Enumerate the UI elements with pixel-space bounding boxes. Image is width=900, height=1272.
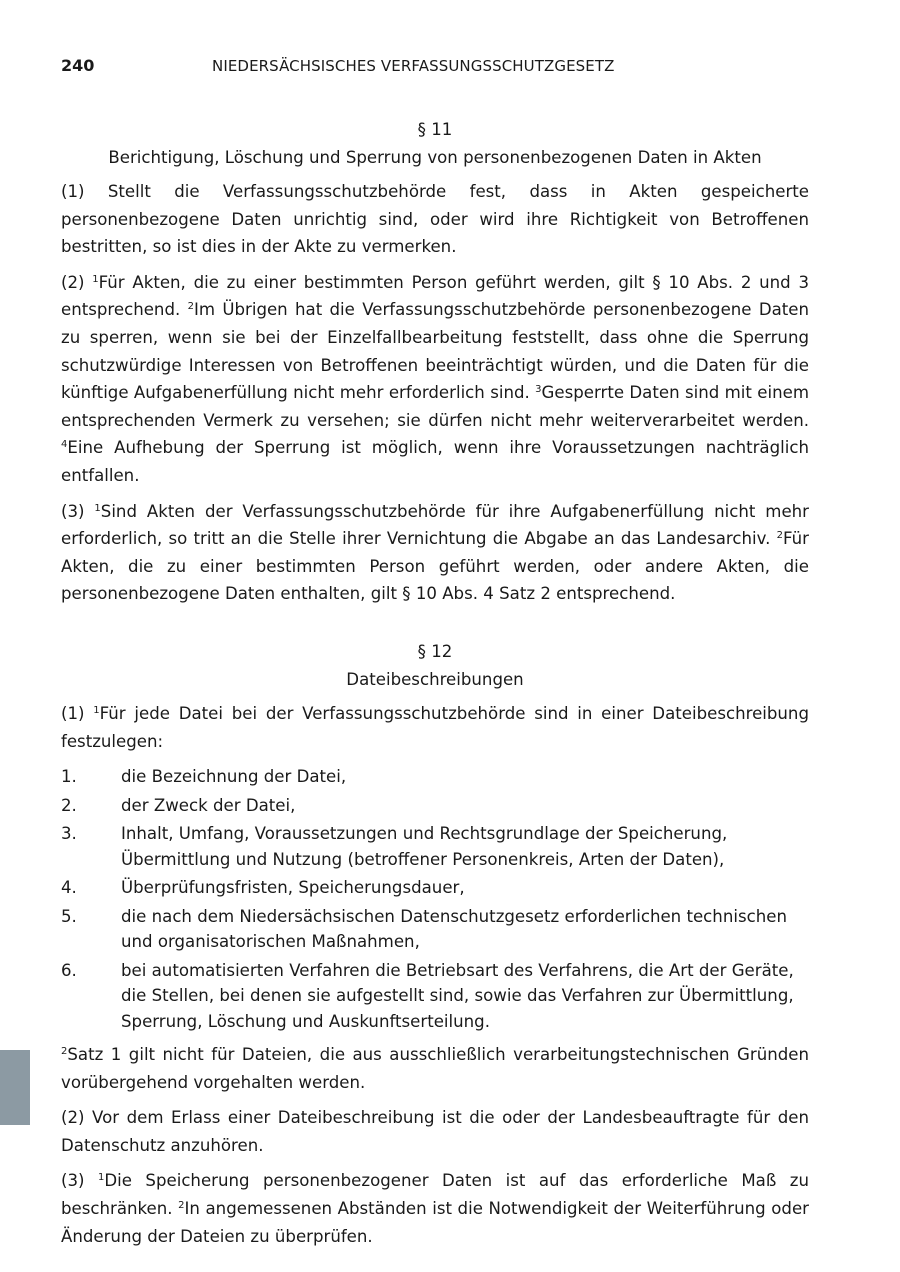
s12-paragraph-3 <box>61 1167 809 1250</box>
sentence: Die Speicherung personenbezogener Daten ist auf das erforderliche Maß zu beschränken. <box>61 1171 809 1219</box>
list-item <box>61 764 809 790</box>
s11-paragraph-1: (1) Stellt die Verfassungsschutzbehörde fest, dass in Akten gespeicherte personenbezogene Daten unrichtig sind, oder wird ihre Richtigkeit von Betroffenen bestritten, so ist dies in der Akte zu vermerken. <box>61 182 809 257</box>
page-number: 240 <box>61 56 95 75</box>
list-item-number: 4. <box>61 878 77 898</box>
section-spacer <box>61 608 809 638</box>
section-11-heading <box>61 116 809 172</box>
paragraph-prefix: (3) <box>61 501 95 521</box>
list-item <box>61 904 809 955</box>
sentence-marker: 1 <box>93 704 100 716</box>
paragraph-prefix: (1) <box>61 703 94 723</box>
sentence-marker: 2 <box>61 1046 68 1058</box>
sentence-marker: 4 <box>61 439 68 451</box>
list-item-number: 6. <box>61 960 77 980</box>
sentence: Für Akten, die zu einer bestimmten Person geführt werden, oder andere Akten, die personenbezogene Daten enthalten, gilt § 10 Abs. 4 Satz 2 entsprechend. <box>61 529 809 604</box>
s11-paragraph-3 <box>61 498 809 608</box>
list-item-number: 3. <box>61 824 77 844</box>
section-12-title: Dateibeschreibungen <box>346 669 524 689</box>
s12-paragraph-1 <box>61 700 809 755</box>
sentence: Sind Akten der Verfassungsschutzbehörde für ihre Aufgabenerfüllung nicht mehr erforderlich, so tritt an die Stelle ihrer Vernichtung die Abgabe an das Landesarchiv. <box>61 501 809 549</box>
section-11-title: Berichtigung, Löschung und Sperrung von personenbezogenen Daten in Akten <box>108 148 762 167</box>
sentence: Im Übrigen hat die Verfassungsschutzbehörde personenbezogene Daten zu sperren, wenn sie bei der Einzelfallbearbeitung feststellt, dass ohne die Sperrung schutzwürdige Interessen von Betroffenen beeinträchtigt würden, und die Daten für die künftige Aufgabenerfüllung nicht mehr erforderlich sind. <box>61 300 809 403</box>
list-item-text: bei automatisierten Verfahren die Betriebsart des Verfahrens, die Art der Geräte, die Stellen, bei denen sie aufgestellt sind, sowie das Verfahren zur Übermittlung, Sperrung, Löschung und Auskunftserteilung. <box>121 960 794 1031</box>
s12-paragraph-2: (2) Vor dem Erlass einer Dateibeschreibung ist die oder der Landesbeauftragte für den Datenschutz anzuhören. <box>61 1108 809 1155</box>
paragraph-prefix: (2) <box>61 272 93 292</box>
page-header <box>61 56 810 80</box>
chapter-thumb-tab <box>0 1050 30 1125</box>
sentence-marker: 2 <box>187 301 194 313</box>
list-item-number: 5. <box>61 906 77 926</box>
running-title: NIEDERSÄCHSISCHES VERFASSUNGSSCHUTZGESETZ <box>212 57 615 75</box>
paragraph-prefix: (3) <box>61 1171 98 1191</box>
sentence-marker: 1 <box>94 502 101 514</box>
list-item-text: Überprüfungsfristen, Speicherungsdauer, <box>121 878 465 898</box>
section-11-number: § 11 <box>417 120 453 139</box>
list-item <box>61 821 809 872</box>
list-item <box>61 958 809 1035</box>
sentence: Gesperrte Daten sind mit einem entsprechenden Vermerk zu versehen; sie dürfen nicht mehr weiterverarbeitet werden. <box>61 383 809 430</box>
section-12-heading <box>61 638 809 694</box>
sentence-marker: 1 <box>92 273 99 285</box>
sentence-marker: 1 <box>97 1172 105 1184</box>
s11-paragraph-2 <box>61 269 809 490</box>
requirements-list <box>61 764 809 1034</box>
sentence-marker: 2 <box>776 530 784 542</box>
s12-paragraph-1-sentence-2 <box>61 1041 809 1096</box>
sentence: Eine Aufhebung der Sperrung ist möglich, wenn ihre Voraussetzungen nachträglich entfallen. <box>61 438 809 485</box>
page-body <box>61 116 809 1250</box>
list-item-text: Inhalt, Umfang, Voraussetzungen und Rechtsgrundlage der Speicherung, Übermittlung und Nutzung (betroffener Personenkreis, Arten der Daten), <box>121 824 728 869</box>
list-item <box>61 875 809 901</box>
sentence: Satz 1 gilt nicht für Dateien, die aus ausschließlich verarbeitungstechnischen Gründen vorübergehend vorgehalten werden. <box>61 1045 809 1092</box>
list-item-text: die nach dem Niedersächsischen Datenschutzgesetz erforderlichen technischen und organisatorischen Maßnahmen, <box>121 906 787 952</box>
list-item-text: die Bezeichnung der Datei, <box>121 767 347 787</box>
list-item <box>61 793 809 819</box>
list-item-number: 1. <box>61 767 77 787</box>
sentence-marker: 3 <box>535 384 542 396</box>
sentence: Für Akten, die zu einer bestimmten Person geführt werden, gilt § 10 Abs. 2 und 3 entsprechend. <box>61 272 810 320</box>
sentence-marker: 2 <box>178 1200 185 1212</box>
list-item-number: 2. <box>61 795 77 815</box>
list-item-text: der Zweck der Datei, <box>121 795 296 815</box>
section-12-number: § 12 <box>417 641 453 661</box>
sentence: In angemessenen Abständen ist die Notwendigkeit der Weiterführung oder Änderung der Dateien zu überprüfen. <box>61 1199 809 1246</box>
sentence: Für jede Datei bei der Verfassungsschutzbehörde sind in einer Dateibeschreibung festzulegen: <box>61 703 809 751</box>
